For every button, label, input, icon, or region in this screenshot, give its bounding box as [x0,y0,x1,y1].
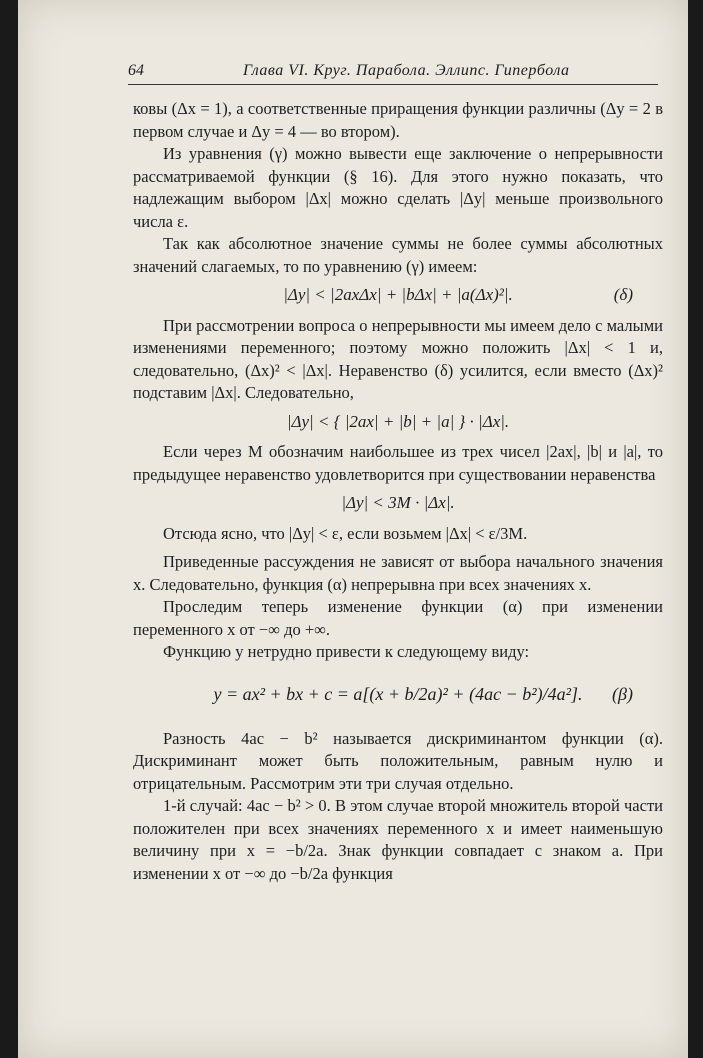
page-number: 64 [128,62,144,79]
formula-delta-tag: (δ) [613,285,633,304]
paragraph-5: Если через M обозначим наибольшее из трех чисел |2ax|, |b| и |a|, то предыдущее неравенство удовлетворится при существовании неравенства [133,442,663,484]
paragraph-3: Так как абсолютное значение суммы не более суммы абсолютных значений слагаемых, то по уравнению (γ) имеем: [133,234,663,276]
paragraph-4: При рассмотрении вопроса о непрерывности мы имеем дело с малыми изменениями переменного; поэтому можно положить |Δx| < 1 и, следовательно, (Δx)² < |Δx|. Неравенство (δ) усилится, если вместо (Δx)² подставим |Δx|. Следовательно, [133,315,663,402]
paragraph-9: Функцию y нетрудно привести к следующему виду: [163,642,530,661]
chapter-title: Глава VI. Круг. Парабола. Эллипс. Гипербола [243,62,570,79]
paragraph-6: Отсюда ясно, что |Δy| < ε, если возьмем |Δx| < ε/3M. [163,523,528,543]
paragraph-2: Из уравнения (γ) можно вывести еще заключение о непрерывности рассматриваемой функции (§ 16). Для этого нужно показать, что надлежащим выбором |Δx| можно сделать |Δy| меньше произвольного числа ε. [133,144,663,231]
paragraph-1: ковы (Δx = 1), а соответственные приращения функции различны (Δy = 2 в первом случае и Δy = 4 — во втором). [133,99,663,141]
formula-beta [133,674,663,714]
formula-delta [133,284,663,307]
formula-beta-expr: y = ax² + bx + c = a[(x + b/2a)² + (4ac − b²)/4a²]. [213,683,583,704]
paragraph-10: Разность 4ac − b² называется дискриминантом функции (α). Дискриминант может быть положительным, равным нулю и отрицательным. Рассмотрим эти три случая отдельно. [133,728,663,793]
page-body [133,98,663,885]
formula-delta-expr: |Δy| < |2axΔx| + |bΔx| + |a(Δx)²|. [283,285,513,304]
paragraph-7: Приведенные рассуждения не зависят от выбора начального значения x. Следовательно, функция (α) непрерывна при всех значениях x. [133,552,663,594]
running-header [128,62,658,85]
formula-beta-tag: (β) [612,683,633,704]
book-page [18,0,688,1058]
paragraph-8: Проследим теперь изменение функции (α) при изменении переменного x от −∞ до +∞. [133,597,663,639]
formula-ineq3-expr: |Δy| < 3M · |Δx|. [341,493,455,512]
paragraph-11: 1-й случай: 4ac − b² > 0. В этом случае второй множитель второй части положителен при всех значениях переменного x и имеет наименьшую величину при x = −b/2a. Знак функции совпадает с знаком a. При изменении x от −∞ до −b/2a функция [133,796,663,883]
formula-ineq3 [133,492,663,515]
formula-ineq2 [133,411,663,434]
formula-ineq2-expr: |Δy| < { |2ax| + |b| + |a| } · |Δx|. [286,411,510,431]
